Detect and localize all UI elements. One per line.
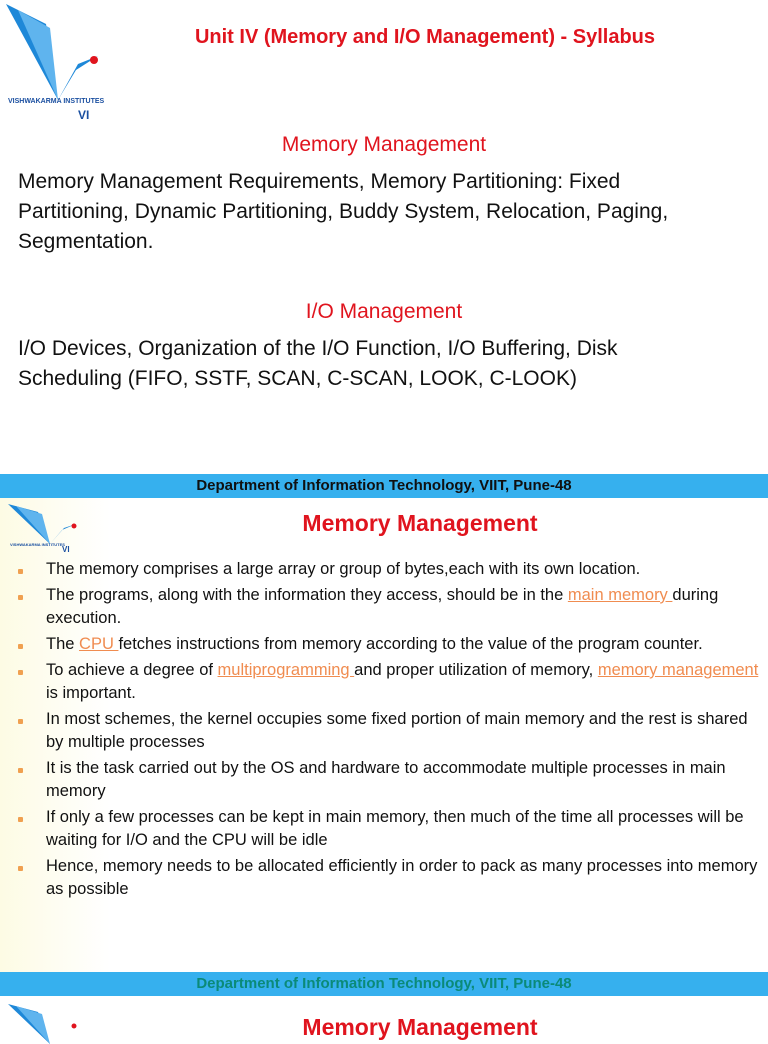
list-item: To achieve a degree of multiprogramming and proper utilization of memory, memory management is important.	[14, 659, 764, 705]
bullet-icon	[18, 719, 23, 724]
bullet-icon	[18, 670, 23, 675]
bullet-list	[14, 558, 764, 904]
bullet-icon	[18, 866, 23, 871]
list-item: The CPU fetches instructions from memory according to the value of the program counter.	[14, 633, 764, 656]
logo-vi: VI	[62, 545, 70, 554]
list-item: It is the task carried out by the OS and hardware to accommodate multiple processes in main memory	[14, 757, 764, 803]
mm-line-3: Segmentation.	[18, 230, 154, 253]
bullet-icon	[18, 817, 23, 822]
department-footer: Department of Information Technology, VIIT, Pune-48	[0, 474, 768, 498]
mm-line-2: Partitioning, Dynamic Partitioning, Buddy System, Relocation, Paging,	[18, 200, 669, 223]
mm-line-1: Memory Management Requirements, Memory Partitioning: Fixed	[18, 170, 621, 193]
memory-management-link[interactable]: memory management	[597, 661, 759, 679]
multiprogramming-link[interactable]: multiprogramming	[217, 661, 355, 679]
department-footer: Department of Information Technology, VIIT, Pune-48	[0, 972, 768, 996]
cpu-link[interactable]: CPU	[79, 635, 119, 653]
slide-memory-management-continued	[0, 996, 768, 1040]
memory-management-topics	[18, 167, 738, 257]
slide-memory-management	[0, 498, 768, 972]
io-management-topics	[18, 334, 738, 394]
viit-logo-icon	[8, 1004, 84, 1044]
logo-vi: VI	[78, 108, 90, 122]
io-management-heading: I/O Management	[305, 300, 463, 323]
memory-management-heading: Memory Management	[281, 133, 487, 156]
bullet-icon	[18, 569, 23, 574]
viit-logo-icon	[8, 504, 84, 554]
slide-syllabus	[0, 0, 768, 474]
bullet-icon	[18, 595, 23, 600]
main-memory-link[interactable]: main memory	[567, 586, 673, 604]
list-item: The memory comprises a large array or group of bytes,each with its own location.	[14, 558, 764, 581]
slide-title: Memory Management	[302, 1014, 538, 1040]
slide-title: Memory Management	[302, 510, 538, 536]
logo-text: VISHWAKARMA INSTITUTES	[8, 98, 105, 105]
logo-text: VISHWAKARMA INSTITUTES	[10, 542, 65, 547]
bullet-icon	[18, 644, 23, 649]
list-item: The programs, along with the information they access, should be in the main memory during execution.	[14, 584, 764, 630]
slide-title: Unit IV (Memory and I/O Management) - Syllabus	[194, 26, 656, 48]
list-item: If only a few processes can be kept in main memory, then much of the time all processes will be waiting for I/O and the CPU will be idle	[14, 806, 764, 852]
io-line-1: I/O Devices, Organization of the I/O Function, I/O Buffering, Disk	[18, 337, 618, 360]
list-item: Hence, memory needs to be allocated efficiently in order to pack as many processes into memory as possible	[14, 855, 764, 901]
list-item: In most schemes, the kernel occupies some fixed portion of main memory and the rest is shared by multiple processes	[14, 708, 764, 754]
viit-logo-icon	[6, 4, 110, 124]
io-line-2: Scheduling (FIFO, SSTF, SCAN, C-SCAN, LOOK, C-LOOK)	[18, 367, 577, 390]
bullet-icon	[18, 768, 23, 773]
